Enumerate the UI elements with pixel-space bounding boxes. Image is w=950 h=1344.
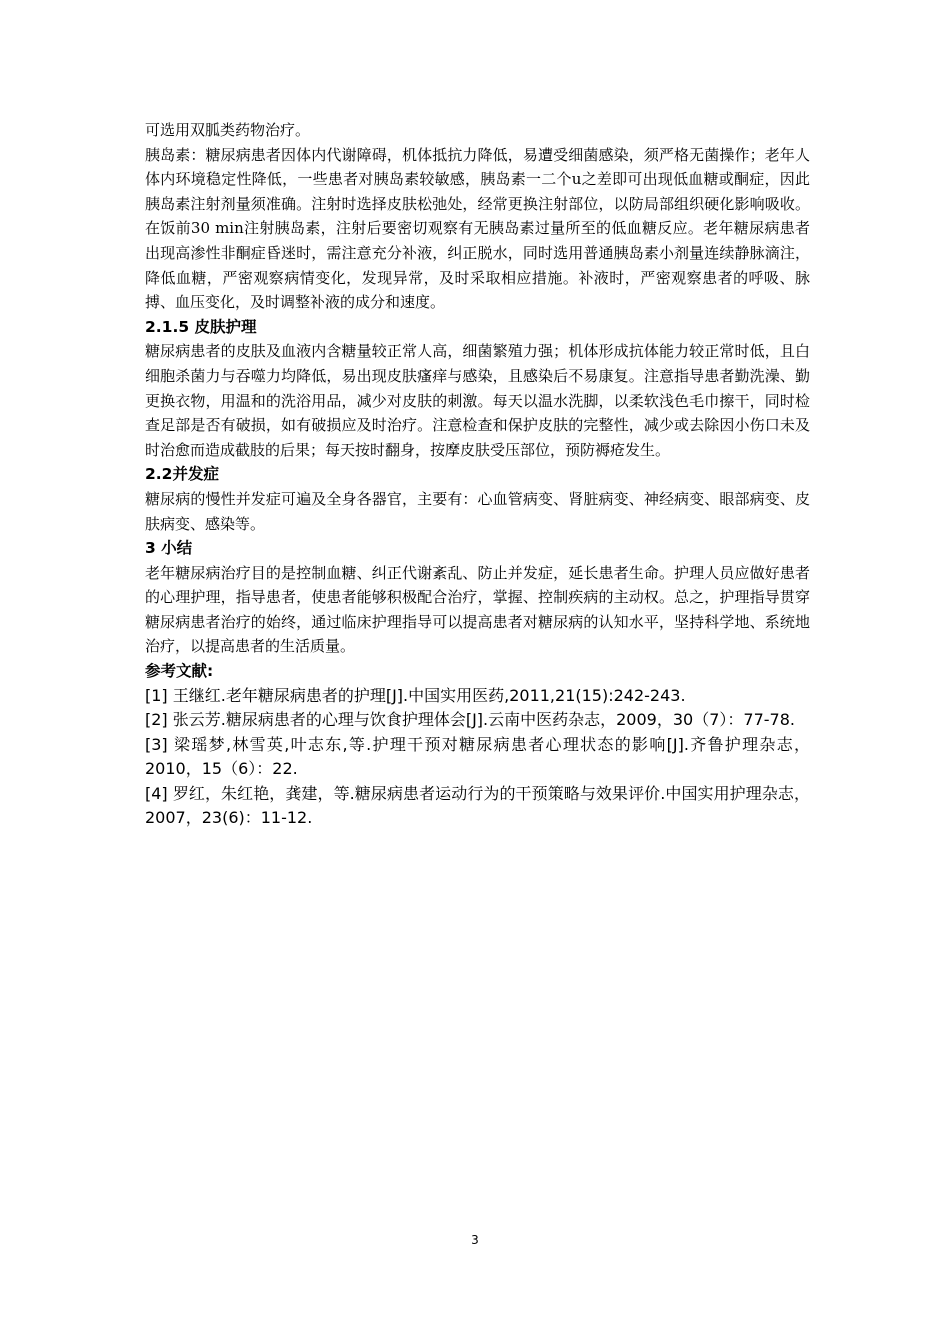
paragraph-summary: 老年糖尿病治疗目的是控制血糖、纠正代谢紊乱、防止并发症，延长患者生命。护理人员应做好患者的心理护理，指导患者，使患者能够积极配合治疗，掌握、控制疾病的主动权。总之，护理指导贯穿糖尿病患者治疗的始终，通过临床护理指导可以提高患者对糖尿病的认知水平，坚持科学地、系统地治疗，以提高患者的生活质量。: [145, 563, 810, 656]
heading-summary: 3 小结: [145, 539, 193, 558]
references-title: 参考文献:: [145, 662, 214, 681]
document-body: [145, 118, 810, 831]
reference-item: [2] 张云芳.糖尿病患者的心理与饮食护理体会[J].云南中医药杂志，2009，30（7）：77-78.: [145, 710, 795, 730]
reference-item: [1] 王继红.老年糖尿病患者的护理[J].中国实用医药,2011,21(15):242-243.: [145, 685, 686, 705]
paragraph-biguanide: 可选用双胍类药物治疗。: [145, 121, 311, 139]
heading-skin-care: 2.1.5 皮肤护理: [145, 317, 257, 336]
reference-item: [4] 罗红，朱红艳，龚建，等.糖尿病患者运动行为的干预策略与效果评价.中国实用护理杂志，2007，23(6)：11-12.: [145, 783, 810, 828]
paragraph-skin-care: 糖尿病患者的皮肤及血液内含糖量较正常人高，细菌繁殖力强；机体形成抗体能力较正常时低，且白细胞杀菌力与吞噬力均降低，易出现皮肤瘙痒与感染，且感染后不易康复。注意指导患者勤洗澡、勤更换衣物，用温和的洗浴用品，减少对皮肤的刺激。每天以温水洗脚，以柔软浅色毛巾擦干，同时检查足部是否有破损，如有破损应及时治疗。注意检查和保护皮肤的完整性，减少或去除因小伤口未及时治愈而造成截肢的后果；每天按时翻身，按摩皮肤受压部位，预防褥疮发生。: [145, 342, 810, 459]
reference-item: [3] 梁瑶梦,林雪英,叶志东,等.护理干预对糖尿病患者心理状态的影响[J].齐鲁护理杂志，2010，15（6）：22.: [145, 734, 810, 779]
paragraph-insulin: 胰岛素：糖尿病患者因体内代谢障碍，机体抵抗力降低，易遭受细菌感染，须严格无菌操作；老年人体内环境稳定性降低，一些患者对胰岛素较敏感，胰岛素一二个u之差即可出现低血糖或酮症，因此胰岛素注射剂量须准确。注射时选择皮肤松弛处，经常更换注射部位，以防局部组织硬化影响吸收。在饭前30 min注射胰岛素，注射后要密切观察有无胰岛素过量所至的低血糖反应。老年糖尿病患者出现高渗性非酮症昏迷时，需注意充分补液，纠正脱水，同时选用普通胰岛素小剂量连续静脉滴注，降低血糖，严密观察病情变化，发现异常，及时采取相应措施。补液时，严密观察患者的呼吸、脉搏、血压变化，及时调整补液的成分和速度。: [145, 145, 810, 312]
page-number: 3: [471, 1233, 479, 1247]
heading-complications: 2.2并发症: [145, 465, 219, 484]
paragraph-complications: 糖尿病的慢性并发症可遍及全身各器官，主要有：心血管病变、肾脏病变、神经病变、眼部病变、皮肤病变、感染等。: [145, 489, 810, 533]
